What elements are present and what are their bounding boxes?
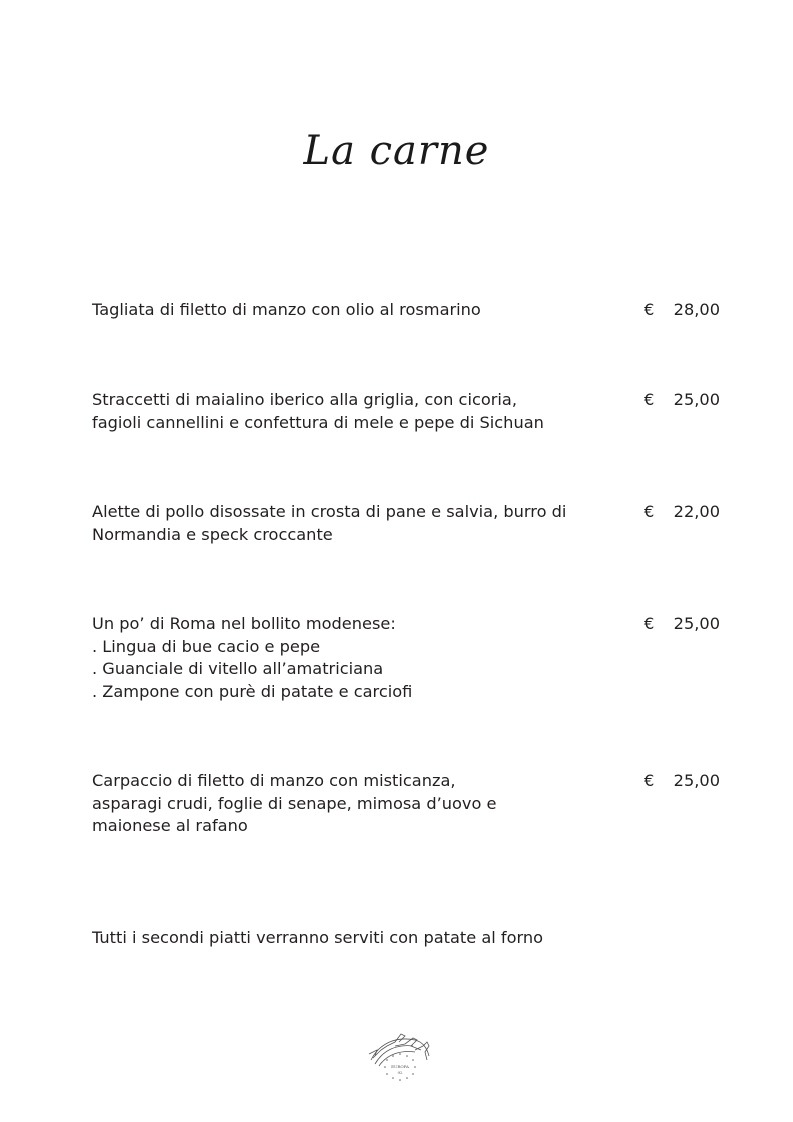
item-line: Normandia e speck croccante bbox=[92, 524, 333, 544]
currency-symbol: € bbox=[644, 771, 655, 790]
item-description bbox=[92, 770, 612, 838]
item-line: asparagi crudi, foglie di senape, mimosa d’uovo e bbox=[92, 793, 497, 813]
item-line: Un po’ di Roma nel bollito modenese: bbox=[92, 614, 396, 633]
menu-item bbox=[92, 770, 720, 838]
item-line: fagioli cannellini e confettura di mele e pepe di Sichuan bbox=[92, 412, 544, 432]
price-value: 28,00 bbox=[673, 300, 720, 319]
item-price bbox=[644, 501, 720, 524]
item-description bbox=[92, 299, 612, 322]
item-line: Alette di pollo disossate in crosta di pane e salvia, burro di bbox=[92, 502, 567, 521]
item-line: . Lingua di bue cacio e pepe bbox=[92, 636, 321, 656]
menu-item bbox=[92, 389, 720, 434]
page-title: La carne bbox=[303, 128, 490, 174]
svg-text:EUROPA: EUROPA bbox=[391, 1064, 409, 1069]
menu-item bbox=[92, 501, 720, 546]
price-value: 25,00 bbox=[673, 771, 720, 790]
horses-emblem-icon bbox=[365, 1020, 435, 1086]
currency-symbol: € bbox=[644, 502, 655, 521]
item-line: maionese al rafano bbox=[92, 816, 248, 835]
svg-text:92: 92 bbox=[397, 1070, 403, 1075]
menu-item bbox=[92, 613, 720, 703]
item-price bbox=[644, 770, 720, 793]
currency-symbol: € bbox=[644, 300, 655, 319]
price-value: 22,00 bbox=[673, 502, 720, 521]
currency-symbol: € bbox=[644, 614, 655, 633]
item-line: Tagliata di filetto di manzo con olio al rosmarino bbox=[92, 300, 481, 319]
item-line: Carpaccio di filetto di manzo con misticanza, bbox=[92, 771, 456, 790]
item-line: . Zampone con purè di patate e carciofi bbox=[92, 681, 413, 701]
item-description bbox=[92, 501, 612, 546]
item-line: . Guanciale di vitello all’amatriciana bbox=[92, 659, 384, 678]
price-value: 25,00 bbox=[673, 614, 720, 633]
item-description bbox=[92, 389, 612, 434]
currency-symbol: € bbox=[644, 390, 655, 409]
footer-note: Tutti i secondi piatti verranno serviti con patate al forno bbox=[92, 928, 544, 947]
item-line: Straccetti di maialino iberico alla griglia, con cicoria, bbox=[92, 390, 517, 409]
menu-item bbox=[92, 299, 720, 322]
price-value: 25,00 bbox=[673, 390, 720, 409]
item-price bbox=[644, 389, 720, 412]
item-description bbox=[92, 613, 612, 703]
item-price bbox=[644, 299, 720, 322]
item-price bbox=[644, 613, 720, 636]
